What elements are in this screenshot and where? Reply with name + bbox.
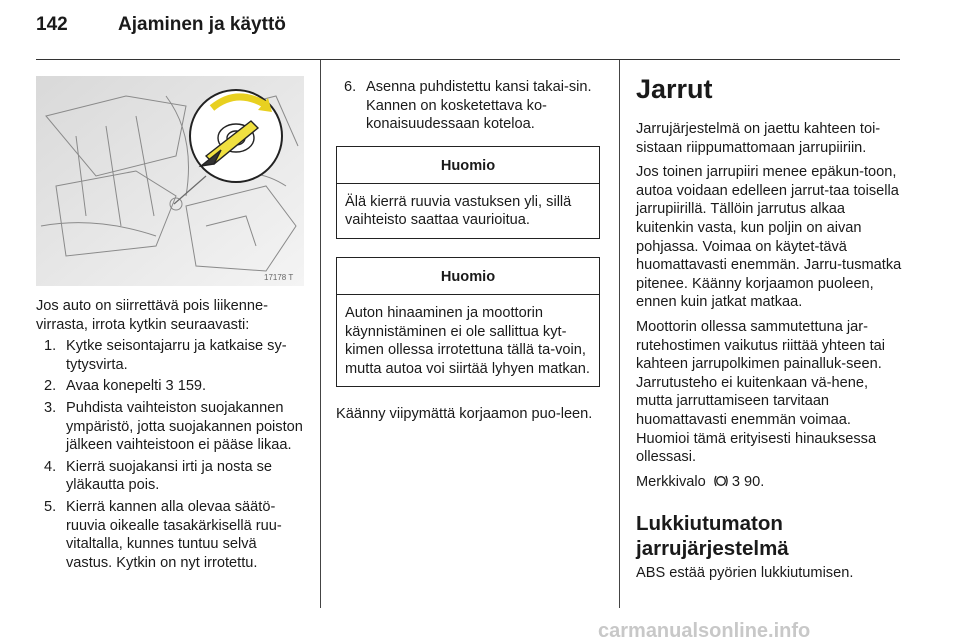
list-item <box>36 399 306 455</box>
page-number: 142 <box>36 14 68 35</box>
step-number: 5. <box>44 498 57 515</box>
step-text: Puhdista vaihteiston suojakannen ympäristö, jotta suojakannen poiston jälkeen vaihteistoon ei pääse likaa. <box>66 399 303 454</box>
steps-list <box>36 337 306 572</box>
notice-box <box>336 146 600 239</box>
header-rule <box>36 59 900 60</box>
step-text: Asenna puhdistettu kansi takai-sin. Kannen on kosketettava ko-konaisuudessaan koteloa. <box>366 79 592 133</box>
step-text: Kierrä kannen alla olevaa säätö-ruuvia oikealle tasakärkisellä ruu-vitaltalla, kunnes tuntuu selvä vastus. Kytkin on nyt irrotettu. <box>66 498 282 571</box>
section-heading-abs <box>636 511 902 561</box>
brake-warning-icon <box>713 474 729 488</box>
steps-list-continued <box>336 78 600 134</box>
column-middle <box>336 78 600 424</box>
column-divider-2 <box>619 60 620 608</box>
engine-illustration <box>36 76 304 286</box>
notice-title: Huomio <box>337 147 599 184</box>
intro-paragraph: Jos auto on siirrettävä pois liikenne-virrasta, irrota kytkin seuraavasti: <box>36 298 268 333</box>
step-number: 3. <box>44 399 57 416</box>
notice-body: Auton hinaaminen ja moottorin käynnistäminen ei ole sallittua kyt-kimen ollessa irrotettuna tällä ta-voin, mutta autoa voi siirtää lyhyen matkan. <box>345 304 590 377</box>
warning-light-label: Merkkivalo <box>636 473 706 490</box>
heading-line: Lukkiutumaton <box>636 512 783 536</box>
step-number: 2. <box>44 378 57 395</box>
heading-line: jarrujärjestelmä <box>636 537 789 561</box>
abs-paragraph: ABS estää pyörien lukkiutumisen. <box>636 565 854 582</box>
list-item <box>36 377 306 396</box>
notice-body: Älä kierrä ruuvia vastuksen yli, sillä vaihteisto saattaa vaurioitua. <box>345 193 572 229</box>
step-number: 1. <box>44 338 57 355</box>
list-item <box>36 337 306 374</box>
notice-title: Huomio <box>337 258 599 295</box>
page-reference: 3 90. <box>731 473 765 490</box>
page-title: Ajaminen ja käyttö <box>118 14 286 35</box>
closing-paragraph: Käänny viipymättä korjaamon puo-leen. <box>336 406 593 423</box>
list-item <box>336 78 600 134</box>
warning-light-reference <box>636 473 902 492</box>
step-text: Kierrä suojakansi irti ja nosta se yläkautta pois. <box>66 458 273 494</box>
list-item <box>36 498 306 572</box>
notice-box <box>336 257 600 387</box>
paragraph: Moottorin ollessa sammutettuna jar-rutehostimen vaikutus riittää yhteen tai kahteen jarrupolkimen painalluk-seen. Jarrutusteho ei kuitenkaan vä-hene, mutta jarruttamiseen tarvitaan huomattavasti enemmän voimaa. Huomioi tämä erityisesti hinauksessa ollessasi. <box>636 318 886 466</box>
column-right <box>636 72 902 583</box>
column-left <box>36 297 306 575</box>
figure-code: 17178 T <box>264 273 294 282</box>
step-text: Avaa konepelti 3 159. <box>66 378 207 395</box>
list-item <box>36 458 306 495</box>
transmission-cover-drawing <box>36 76 304 286</box>
step-number: 6. <box>344 79 357 95</box>
step-text: Kytke seisontajarru ja katkaise sy-tytysvirta. <box>66 338 287 373</box>
section-heading-brakes: Jarrut <box>636 74 713 104</box>
paragraph: Jos toinen jarrupiiri menee epäkun-toon, autoa voidaan edelleen jarrut-taa toisella jarrupiirillä. Tällöin jarrutus alkaa kuitenkin vasta, kun poljin on aivan pohjassa. Voimaa on käytet-tävä huomattavasti enemmän. Jarru-tusmatka pitenee. Käänny korjaamon puoleen, ennen kuin jatkat matkaa. <box>636 164 902 311</box>
watermark: carmanualsonline.info <box>598 620 811 642</box>
step-number: 4. <box>44 458 57 475</box>
paragraph: Jarrujärjestelmä on jaettu kahteen toi-sistaan riippumattomaan jarrupiiriin. <box>636 121 881 156</box>
column-divider-1 <box>320 60 321 608</box>
